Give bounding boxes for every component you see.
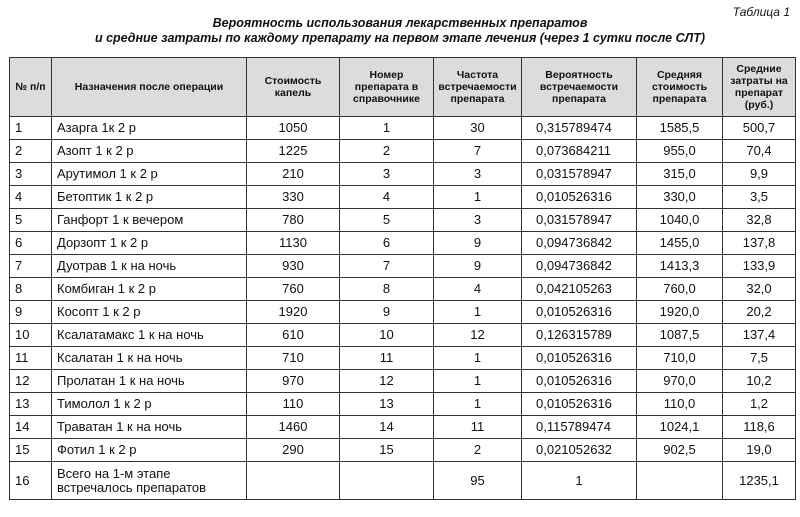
cell-prob: 0,094736842 <box>522 232 637 255</box>
cell-num: 9 <box>10 301 52 324</box>
table-body <box>10 117 796 500</box>
cell-ref: 15 <box>340 439 434 462</box>
cell-name: Траватан 1 к на ночь <box>52 416 247 439</box>
cell-num: 15 <box>10 439 52 462</box>
cell-avg-spend: 20,2 <box>723 301 796 324</box>
cell-freq: 12 <box>434 324 522 347</box>
cell-name: Пролатан 1 к на ночь <box>52 370 247 393</box>
cell-prob: 0,010526316 <box>522 347 637 370</box>
cell-avg-spend: 1235,1 <box>723 462 796 500</box>
header-cost: Стоимость капель <box>247 58 340 117</box>
table-row <box>10 140 796 163</box>
drug-cost-table <box>9 57 796 500</box>
cell-prob: 1 <box>522 462 637 500</box>
cell-freq: 1 <box>434 186 522 209</box>
cell-num: 4 <box>10 186 52 209</box>
cell-ref: 6 <box>340 232 434 255</box>
cell-avg-cost: 1455,0 <box>637 232 723 255</box>
table-row <box>10 232 796 255</box>
cell-num: 8 <box>10 278 52 301</box>
table-number-label: Таблица 1 <box>732 5 790 19</box>
cell-prob: 0,126315789 <box>522 324 637 347</box>
cell-num: 13 <box>10 393 52 416</box>
cell-avg-cost: 1024,1 <box>637 416 723 439</box>
table-row <box>10 370 796 393</box>
cell-prob: 0,073684211 <box>522 140 637 163</box>
cell-avg-spend: 70,4 <box>723 140 796 163</box>
table-row <box>10 416 796 439</box>
cell-avg-cost: 330,0 <box>637 186 723 209</box>
cell-prob: 0,094736842 <box>522 255 637 278</box>
cell-freq: 2 <box>434 439 522 462</box>
cell-num: 7 <box>10 255 52 278</box>
header-name: Назначения после операции <box>52 58 247 117</box>
cell-name: Фотил 1 к 2 р <box>52 439 247 462</box>
cell-cost: 760 <box>247 278 340 301</box>
cell-cost: 930 <box>247 255 340 278</box>
cell-avg-spend: 137,8 <box>723 232 796 255</box>
table-row <box>10 393 796 416</box>
cell-prob: 0,031578947 <box>522 163 637 186</box>
cell-cost: 330 <box>247 186 340 209</box>
cell-prob: 0,010526316 <box>522 370 637 393</box>
cell-avg-cost: 970,0 <box>637 370 723 393</box>
cell-freq: 3 <box>434 163 522 186</box>
cell-freq: 1 <box>434 347 522 370</box>
cell-avg-spend: 118,6 <box>723 416 796 439</box>
table-row <box>10 163 796 186</box>
cell-ref: 8 <box>340 278 434 301</box>
cell-name: Комбиган 1 к 2 р <box>52 278 247 301</box>
table-row <box>10 117 796 140</box>
cell-cost: 1050 <box>247 117 340 140</box>
cell-avg-spend: 9,9 <box>723 163 796 186</box>
cell-avg-cost: 1585,5 <box>637 117 723 140</box>
cell-avg-cost: 760,0 <box>637 278 723 301</box>
cell-num: 2 <box>10 140 52 163</box>
cell-cost: 610 <box>247 324 340 347</box>
table-row <box>10 301 796 324</box>
cell-avg-cost: 110,0 <box>637 393 723 416</box>
cell-cost: 110 <box>247 393 340 416</box>
cell-avg-spend: 32,0 <box>723 278 796 301</box>
cell-freq: 9 <box>434 255 522 278</box>
cell-avg-spend: 10,2 <box>723 370 796 393</box>
cell-num: 11 <box>10 347 52 370</box>
cell-cost: 710 <box>247 347 340 370</box>
total-row <box>10 462 796 500</box>
cell-num: 10 <box>10 324 52 347</box>
cell-name: Азарга 1к 2 р <box>52 117 247 140</box>
cell-cost: 1225 <box>247 140 340 163</box>
cell-avg-spend: 133,9 <box>723 255 796 278</box>
cell-num: 5 <box>10 209 52 232</box>
cell-name: Азопт 1 к 2 р <box>52 140 247 163</box>
cell-freq: 4 <box>434 278 522 301</box>
table-row <box>10 209 796 232</box>
table-row <box>10 439 796 462</box>
header-num: № п/п <box>10 58 52 117</box>
table-row <box>10 186 796 209</box>
cell-ref <box>340 462 434 500</box>
cell-cost <box>247 462 340 500</box>
cell-name: Косопт 1 к 2 р <box>52 301 247 324</box>
cell-ref: 1 <box>340 117 434 140</box>
table-row <box>10 255 796 278</box>
caption-line-1: Вероятность использования лекарственных препаратов <box>212 16 588 30</box>
cell-num: 16 <box>10 462 52 500</box>
cell-ref: 12 <box>340 370 434 393</box>
cell-avg-spend: 19,0 <box>723 439 796 462</box>
cell-freq: 1 <box>434 393 522 416</box>
cell-name: Ганфорт 1 к вечером <box>52 209 247 232</box>
cell-ref: 5 <box>340 209 434 232</box>
caption-line-2: и средние затраты по каждому препарату на первом этапе лечения (через 1 сутки после СЛТ) <box>94 31 706 45</box>
cell-name: Дорзопт 1 к 2 р <box>52 232 247 255</box>
cell-avg-spend: 32,8 <box>723 209 796 232</box>
cell-name: Ксалатан 1 к на ночь <box>52 347 247 370</box>
cell-avg-spend: 1,2 <box>723 393 796 416</box>
cell-name: Ксалатамакс 1 к на ночь <box>52 324 247 347</box>
cell-freq: 9 <box>434 232 522 255</box>
cell-ref: 14 <box>340 416 434 439</box>
cell-ref: 3 <box>340 163 434 186</box>
cell-name: Дуотрав 1 к на ночь <box>52 255 247 278</box>
cell-freq: 1 <box>434 370 522 393</box>
header-ref: Номер препарата в справочнике <box>340 58 434 117</box>
table-row <box>10 347 796 370</box>
cell-prob: 0,115789474 <box>522 416 637 439</box>
cell-name: Арутимол 1 к 2 р <box>52 163 247 186</box>
cell-ref: 10 <box>340 324 434 347</box>
header-prob: Вероятность встречаемости препарата <box>522 58 637 117</box>
cell-cost: 210 <box>247 163 340 186</box>
cell-avg-cost <box>637 462 723 500</box>
table-caption <box>0 16 800 46</box>
table-row <box>10 324 796 347</box>
cell-freq: 95 <box>434 462 522 500</box>
cell-freq: 11 <box>434 416 522 439</box>
cell-num: 1 <box>10 117 52 140</box>
cell-avg-spend: 137,4 <box>723 324 796 347</box>
cell-prob: 0,021052632 <box>522 439 637 462</box>
cell-num: 12 <box>10 370 52 393</box>
header-freq: Частота встречаемости препарата <box>434 58 522 117</box>
cell-avg-cost: 1040,0 <box>637 209 723 232</box>
cell-cost: 1920 <box>247 301 340 324</box>
cell-avg-cost: 955,0 <box>637 140 723 163</box>
table-row <box>10 278 796 301</box>
cell-ref: 4 <box>340 186 434 209</box>
cell-prob: 0,031578947 <box>522 209 637 232</box>
cell-ref: 2 <box>340 140 434 163</box>
cell-cost: 780 <box>247 209 340 232</box>
cell-num: 14 <box>10 416 52 439</box>
cell-avg-cost: 1413,3 <box>637 255 723 278</box>
cell-avg-cost: 710,0 <box>637 347 723 370</box>
header-row <box>10 58 796 117</box>
cell-avg-cost: 1087,5 <box>637 324 723 347</box>
cell-prob: 0,010526316 <box>522 301 637 324</box>
cell-ref: 7 <box>340 255 434 278</box>
cell-num: 3 <box>10 163 52 186</box>
cell-avg-spend: 500,7 <box>723 117 796 140</box>
cell-name: Тимолол 1 к 2 р <box>52 393 247 416</box>
cell-avg-cost: 315,0 <box>637 163 723 186</box>
cell-avg-cost: 902,5 <box>637 439 723 462</box>
cell-prob: 0,010526316 <box>522 393 637 416</box>
header-avg-cost: Средняя стоимость препарата <box>637 58 723 117</box>
cell-prob: 0,010526316 <box>522 186 637 209</box>
cell-num: 6 <box>10 232 52 255</box>
header-avg-spend: Средние затраты на препарат (руб.) <box>723 58 796 117</box>
cell-name: Бетоптик 1 к 2 р <box>52 186 247 209</box>
cell-prob: 0,042105263 <box>522 278 637 301</box>
cell-ref: 9 <box>340 301 434 324</box>
cell-freq: 1 <box>434 301 522 324</box>
cell-cost: 290 <box>247 439 340 462</box>
cell-freq: 30 <box>434 117 522 140</box>
cell-name: Всего на 1-м этапе встречалось препаратов <box>52 462 247 500</box>
cell-cost: 970 <box>247 370 340 393</box>
cell-prob: 0,315789474 <box>522 117 637 140</box>
cell-avg-cost: 1920,0 <box>637 301 723 324</box>
cell-freq: 7 <box>434 140 522 163</box>
cell-avg-spend: 7,5 <box>723 347 796 370</box>
cell-freq: 3 <box>434 209 522 232</box>
cell-cost: 1460 <box>247 416 340 439</box>
cell-avg-spend: 3,5 <box>723 186 796 209</box>
cell-ref: 11 <box>340 347 434 370</box>
cell-ref: 13 <box>340 393 434 416</box>
cell-cost: 1130 <box>247 232 340 255</box>
